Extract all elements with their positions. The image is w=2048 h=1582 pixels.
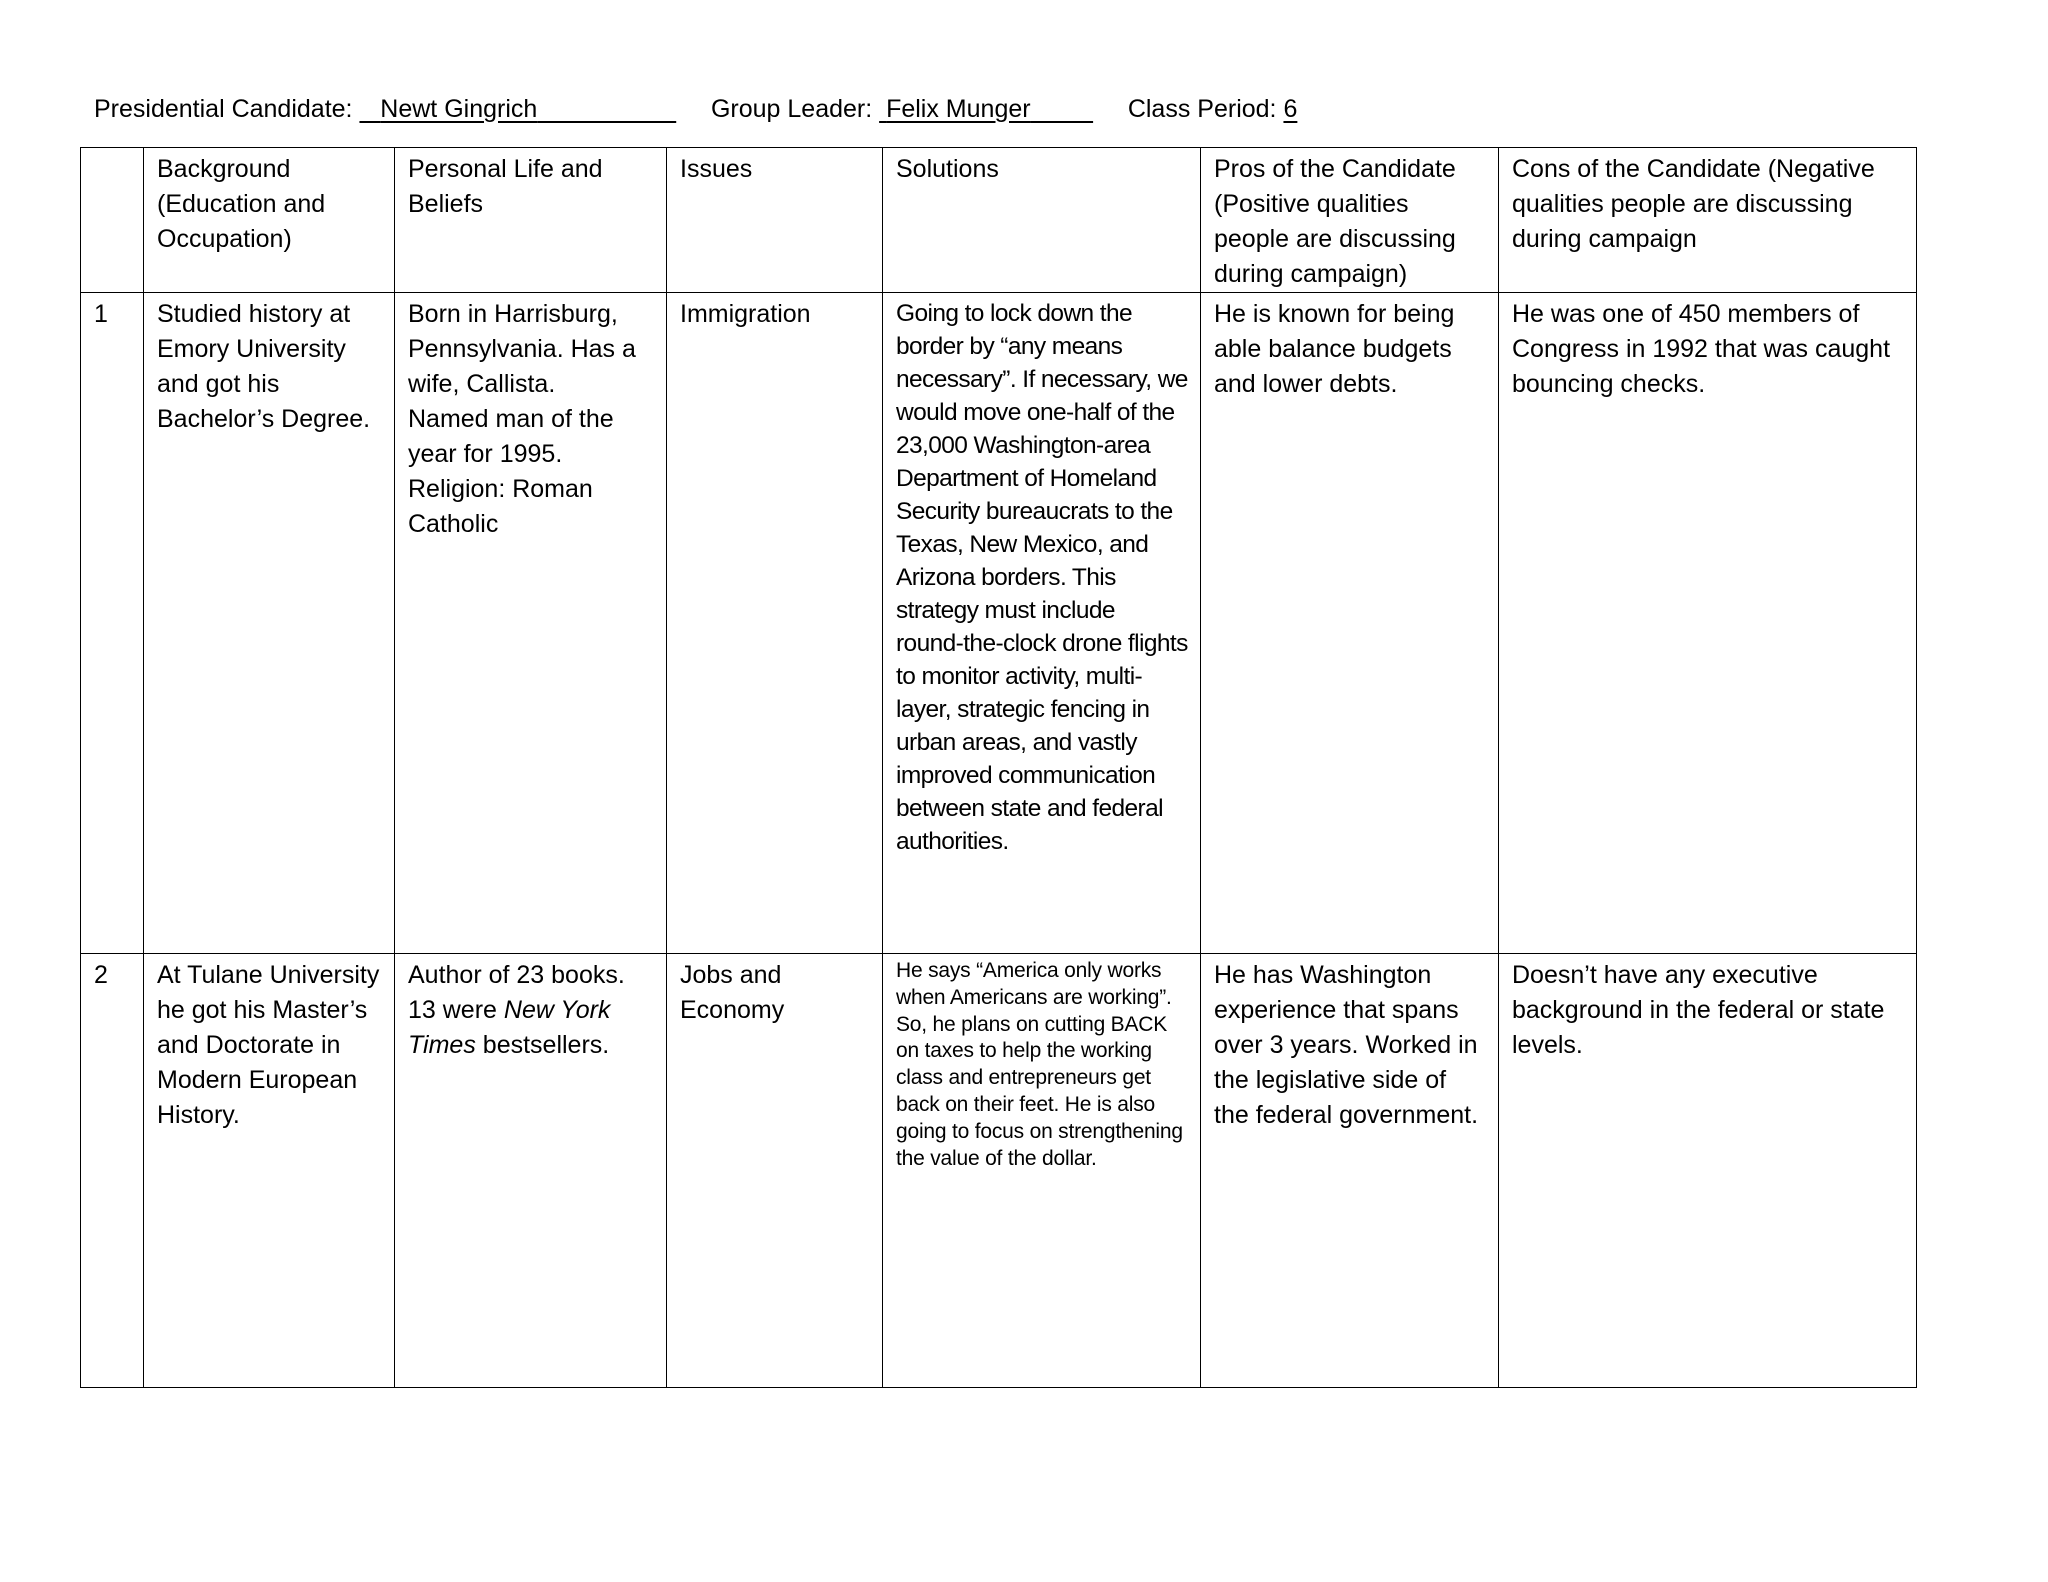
- personal-text-1: Born in Harrisburg, Pennsylvania. Has a wife, Callista.: [408, 300, 636, 398]
- period-label: Class Period:: [1127, 95, 1277, 123]
- table-row: [81, 293, 1917, 954]
- table-row: [81, 954, 1917, 1388]
- cons-cell: Doesn’t have any executive background in the federal or state levels.: [1499, 954, 1917, 1388]
- table-header-row: [81, 148, 1917, 293]
- issue-cell: Jobs and Economy: [667, 954, 883, 1388]
- leader-label: Group Leader:: [710, 95, 873, 123]
- solution-text: He says “America only works when Americans are working”. So, he plans on cutting BACK on taxes to help the working class and entrepreneurs get back on their feet. He is also going to focus on strengthening the value of the dollar.: [896, 959, 1183, 1170]
- header-cell-issues: Issues: [667, 148, 883, 293]
- row-number: 2: [81, 954, 144, 1388]
- personal-cell: [395, 954, 667, 1388]
- header-cell-cons: Cons of the Candidate (Negative qualities people are discussing during campaign: [1499, 148, 1917, 293]
- row-number: 1: [81, 293, 144, 954]
- candidate-name: Newt Gingrich: [380, 95, 538, 123]
- book-title-italic: New York Times: [408, 996, 611, 1059]
- background-cell: Studied history at Emory University and got his Bachelor’s Degree.: [144, 293, 395, 954]
- header-cell-background: Background (Education and Occupation): [144, 148, 395, 293]
- period-value: 6: [1283, 95, 1298, 123]
- solution-cell: [883, 293, 1201, 954]
- header-cell-pros: Pros of the Candidate (Positive qualities people are discussing during campaign): [1201, 148, 1499, 293]
- pros-cell: He is known for being able balance budgets and lower debts.: [1201, 293, 1499, 954]
- personal-cell: [395, 293, 667, 954]
- issue-cell: Immigration: [667, 293, 883, 954]
- candidate-table: [80, 147, 1917, 1388]
- personal-text-2: Named man of the year for 1995.: [408, 405, 614, 468]
- candidate-label: Presidential Candidate:: [94, 95, 353, 123]
- header-cell-personal: Personal Life and Beliefs: [395, 148, 667, 293]
- pros-cell: He has Washington experience that spans over 3 years. Worked in the legislative side of the federal government.: [1201, 954, 1499, 1388]
- header-cell-solutions: Solutions: [883, 148, 1201, 293]
- personal-text-3: Religion: Roman Catholic: [408, 475, 593, 538]
- cons-cell: He was one of 450 members of Congress in 1992 that was caught bouncing checks.: [1499, 293, 1917, 954]
- header-cell-number: [81, 148, 144, 293]
- solution-text: Going to lock down the border by “any means necessary”. If necessary, we would move one-half of the 23,000 Washington-area Department of Homeland Security bureaucrats to the Texas, New Mexico, and Arizona borders. This strategy must include round-the-clock drone flights to monitor activity, multi-layer, strategic fencing in urban areas, and vastly improved communication between state and federal authorities.: [896, 300, 1188, 855]
- personal-text-prefix: Author of 23 books. 13 were: [408, 961, 625, 1024]
- solution-cell: [883, 954, 1201, 1388]
- personal-text-suffix: bestsellers.: [475, 1031, 610, 1059]
- form-header: [94, 92, 1297, 126]
- leader-name: Felix Munger: [886, 95, 1031, 123]
- background-cell: At Tulane University he got his Master’s and Doctorate in Modern European History.: [144, 954, 395, 1388]
